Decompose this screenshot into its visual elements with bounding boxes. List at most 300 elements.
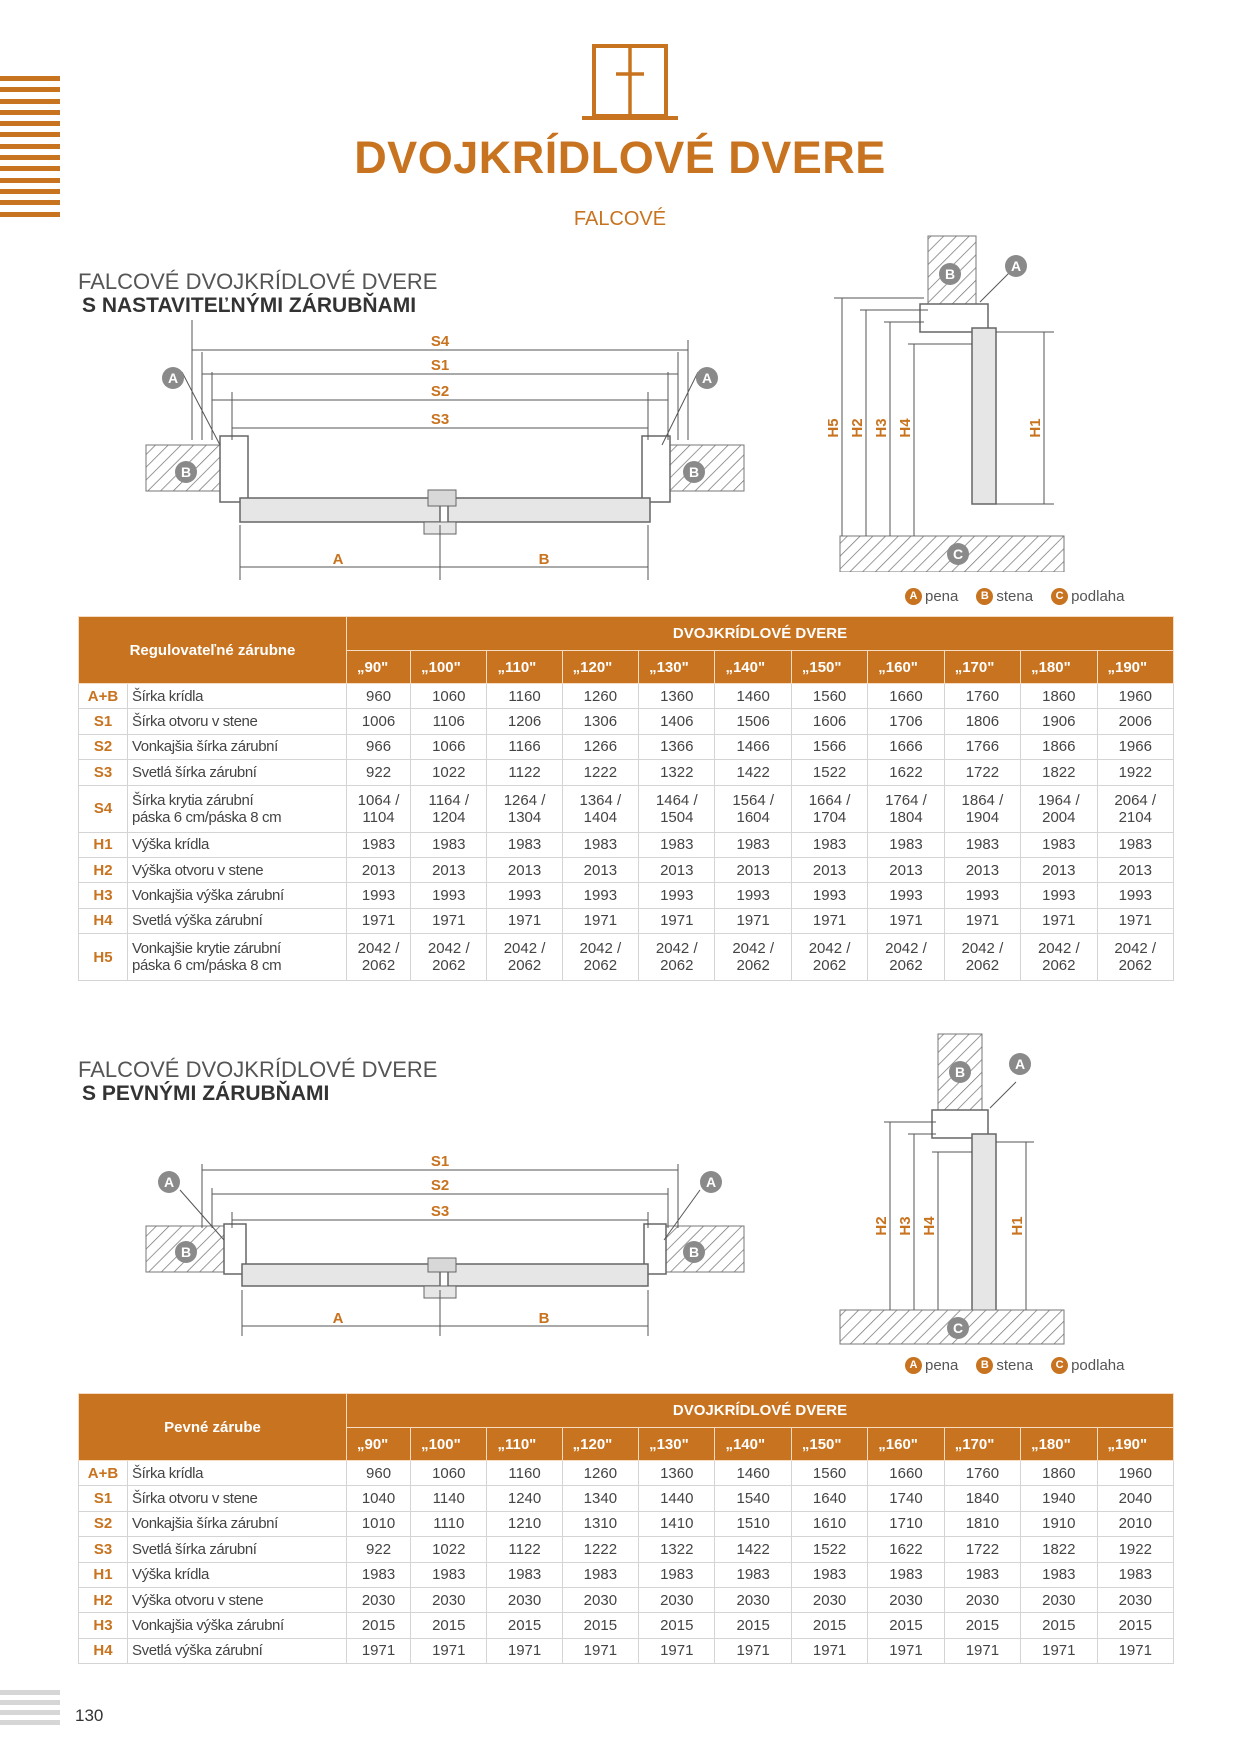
cell-value: 1460 — [736, 1464, 770, 1482]
table-cell — [411, 1537, 487, 1562]
cell-value: 2030 — [965, 1591, 1000, 1609]
table-cell — [1021, 709, 1097, 734]
table2-corner: Pevné zárube — [79, 1394, 347, 1461]
table-cell — [1021, 1638, 1097, 1663]
table-cell — [715, 1613, 791, 1638]
cell-value: 1993 — [965, 887, 1000, 905]
size-header: „120" — [562, 651, 638, 684]
section1-vertical-drawing — [820, 232, 1080, 572]
table-cell — [715, 785, 791, 832]
section2-title-line1: FALCOVÉ DVOJKRÍDLOVÉ DVERE — [78, 1057, 438, 1082]
table-cell — [411, 908, 487, 933]
cell-value: 1840 — [965, 1490, 1000, 1508]
cell-value: 2042 / — [1114, 940, 1157, 958]
table-cell — [868, 709, 944, 734]
decorative-stripes-bottom — [0, 1690, 60, 1730]
cell-value: 1166 — [508, 738, 541, 756]
legend2-a-dot: A — [905, 1357, 922, 1374]
legend-2 — [905, 1357, 1124, 1374]
cell-value: 1971 — [361, 1642, 396, 1660]
handle — [428, 490, 456, 506]
cell-value: 1971 — [660, 912, 694, 930]
cell-value: 1983 — [1042, 836, 1076, 854]
label-h4: H4 — [897, 418, 914, 438]
table-cell — [715, 1537, 791, 1562]
cell-value: 1822 — [1042, 1540, 1076, 1558]
cell-value: 2015 — [361, 1617, 396, 1635]
cell-value: 1160 — [508, 1464, 541, 1482]
cell-value-line2: 2062 — [1118, 957, 1152, 975]
cell-value: 1366 — [660, 738, 694, 756]
cell-value: 922 — [366, 1540, 392, 1558]
row-label — [128, 832, 347, 857]
page-number: 130 — [75, 1706, 104, 1725]
table-cell — [487, 934, 562, 981]
table-cell — [347, 785, 411, 832]
cell-value: 2015 — [889, 1617, 923, 1635]
frame-right — [642, 436, 670, 502]
table-cell — [944, 934, 1020, 981]
cell-value: 1422 — [736, 1540, 770, 1558]
cell-value: 1993 — [583, 887, 618, 905]
table-cell — [1021, 1511, 1097, 1536]
cell-value: 1264 / — [503, 791, 546, 809]
table-cell — [411, 883, 487, 908]
table-cell — [639, 883, 715, 908]
label-b-2: B — [538, 1310, 550, 1327]
cell-value: 1310 — [583, 1515, 618, 1533]
cell-value: 1206 — [507, 713, 542, 731]
cell-value: 966 — [366, 738, 392, 756]
cell-value: 1922 — [1118, 1540, 1152, 1558]
table-cell — [562, 883, 638, 908]
cell-value: 2015 — [965, 1617, 1000, 1635]
row-code: S2 — [79, 734, 128, 759]
cell-value: 1340 — [583, 1490, 618, 1508]
table-cell — [1097, 1511, 1174, 1536]
table-row — [79, 883, 1174, 908]
section1-title-line1: FALCOVÉ DVOJKRÍDLOVÉ DVERE — [78, 269, 438, 294]
cell-value-line2: 2062 — [889, 957, 923, 975]
table-cell — [791, 1613, 867, 1638]
row-label — [128, 709, 347, 734]
size-header: „180" — [1021, 651, 1097, 684]
table-cell — [347, 1537, 411, 1562]
table-cell — [562, 709, 638, 734]
cell-value: 1860 — [1042, 1464, 1076, 1482]
table-cell — [487, 832, 562, 857]
table-cell — [1097, 785, 1174, 832]
cell-value: 1971 — [812, 912, 847, 930]
cell-value: 1971 — [660, 1642, 694, 1660]
table-cell — [944, 709, 1020, 734]
table-cell — [791, 832, 867, 857]
cell-value: 1983 — [507, 1566, 542, 1584]
cell-value: 1910 — [1042, 1515, 1076, 1533]
table-cell — [1097, 760, 1174, 785]
table-cell — [715, 1638, 791, 1663]
table-cell — [562, 734, 638, 759]
cell-value: 1410 — [660, 1515, 694, 1533]
cell-value: 2030 — [361, 1591, 396, 1609]
callout-c: C — [952, 546, 964, 562]
label-s2-2: S2 — [430, 1177, 450, 1194]
cell-value: 1110 — [433, 1515, 465, 1533]
cell-value: 1983 — [583, 836, 618, 854]
table-cell — [944, 1587, 1020, 1612]
legend2-b-dot: B — [976, 1357, 993, 1374]
table-cell — [1097, 709, 1174, 734]
table-cell — [347, 1461, 411, 1486]
size-header: „170" — [944, 1428, 1020, 1461]
size-header: „140" — [715, 1428, 791, 1461]
table-cell — [639, 1587, 715, 1612]
table-cell — [411, 709, 487, 734]
label-h1: H1 — [1027, 418, 1044, 438]
cell-value: 1760 — [965, 1464, 1000, 1482]
table-cell — [791, 734, 867, 759]
table-cell — [1021, 785, 1097, 832]
cell-value: 1222 — [583, 1540, 618, 1558]
table-row — [79, 1537, 1174, 1562]
table-cell — [791, 883, 867, 908]
cell-value: 1971 — [1118, 912, 1152, 930]
cell-value: 1766 — [965, 738, 1000, 756]
cell-value: 1006 — [361, 713, 396, 731]
table-cell — [639, 1461, 715, 1486]
table-row — [79, 1511, 1174, 1536]
table-cell — [715, 734, 791, 759]
table-cell — [868, 684, 944, 709]
cell-value: 1022 — [432, 1540, 466, 1558]
row-label — [128, 1511, 347, 1536]
cell-value: 2013 — [1042, 861, 1076, 879]
row-code: H3 — [79, 883, 128, 908]
legend2-b-label: stena — [996, 1357, 1034, 1374]
table-cell — [1021, 760, 1097, 785]
table-cell — [944, 1638, 1020, 1663]
table-cell — [562, 1562, 638, 1587]
cell-value-line2: 2062 — [432, 957, 466, 975]
cell-value: 1983 — [660, 1566, 694, 1584]
table-cell — [562, 857, 638, 882]
cell-value: 1460 — [736, 687, 770, 705]
table-cell — [487, 734, 562, 759]
cell-value: 922 — [366, 763, 392, 781]
cell-value-line2: 1604 — [736, 808, 770, 826]
row-label-line2: páska 6 cm/páska 8 cm — [132, 957, 282, 975]
table-cell — [487, 1613, 562, 1638]
table-cell — [562, 785, 638, 832]
cell-value: 1666 — [889, 738, 923, 756]
cell-value: 2030 — [889, 1591, 923, 1609]
cell-value-line2: 2062 — [1042, 957, 1076, 975]
cell-value: 2030 — [812, 1591, 847, 1609]
table-cell — [562, 1511, 638, 1536]
table-cell — [487, 684, 562, 709]
row-code: S4 — [79, 785, 128, 832]
cell-value: 1993 — [361, 887, 396, 905]
cell-value: 1983 — [507, 836, 542, 854]
size-header: „150" — [791, 1428, 867, 1461]
cell-value: 1622 — [889, 1540, 923, 1558]
cell-value: 1106 — [432, 713, 465, 731]
label-b: B — [538, 551, 550, 568]
cell-value: 1660 — [889, 1464, 923, 1482]
legend-a-label: pena — [925, 588, 959, 605]
table-cell — [1021, 934, 1097, 981]
table-cell — [944, 1562, 1020, 1587]
label-a: A — [332, 551, 344, 568]
table2-group-header: DVOJKRÍDLOVÉ DVERE — [347, 1394, 1174, 1428]
cell-value: 2015 — [507, 1617, 542, 1635]
cell-value: 1722 — [965, 763, 1000, 781]
table-row — [79, 1461, 1174, 1486]
cell-value: 1993 — [432, 887, 466, 905]
cell-value: 1440 — [660, 1490, 694, 1508]
cell-value: 1322 — [660, 763, 694, 781]
cell-value: 1983 — [889, 836, 923, 854]
row-label-line2: páska 6 cm/páska 8 cm — [132, 808, 282, 826]
cell-value: 1706 — [889, 713, 923, 731]
cell-value: 1866 — [1042, 738, 1076, 756]
cell-value: 2015 — [432, 1617, 466, 1635]
callout-b-left-2: B — [180, 1244, 192, 1260]
table-cell — [944, 1461, 1020, 1486]
cell-value-line2: 2062 — [660, 957, 694, 975]
callout-a-left: A — [167, 370, 179, 386]
table-cell — [411, 760, 487, 785]
row-label-line1: Vonkajšia výška zárubní — [132, 887, 284, 905]
cell-value: 2015 — [736, 1617, 770, 1635]
cell-value: 2042 / — [503, 940, 546, 958]
table-cell — [1097, 1613, 1174, 1638]
size-header: „90" — [347, 1428, 411, 1461]
cell-value: 1983 — [432, 1566, 466, 1584]
cell-value: 1010 — [361, 1515, 396, 1533]
cell-value: 1971 — [1042, 1642, 1076, 1660]
row-label-line1: Šírka otvoru v stene — [132, 713, 258, 731]
cell-value-line2: 2004 — [1042, 808, 1076, 826]
cell-value: 1140 — [432, 1490, 465, 1508]
cell-value: 1164 / — [428, 791, 470, 809]
table-cell — [868, 1562, 944, 1587]
table-cell — [944, 857, 1020, 882]
cell-value: 2042 / — [961, 940, 1004, 958]
table-cell — [562, 1486, 638, 1511]
legend-c-dot: C — [1051, 588, 1068, 605]
cell-value-line2: 2062 — [812, 957, 847, 975]
cell-value: 2030 — [736, 1591, 770, 1609]
cell-value: 1993 — [1042, 887, 1076, 905]
table-cell — [487, 760, 562, 785]
callout-b-2: B — [954, 1064, 966, 1080]
cell-value: 1971 — [812, 1642, 847, 1660]
table-cell — [1097, 908, 1174, 933]
size-header: „100" — [411, 1428, 487, 1461]
table-cell — [791, 1537, 867, 1562]
label-s1: S1 — [430, 357, 450, 374]
table-cell — [411, 785, 487, 832]
cell-value: 1971 — [583, 912, 618, 930]
table-row — [79, 934, 1174, 981]
cell-value: 1993 — [736, 887, 770, 905]
table-cell — [791, 908, 867, 933]
table-cell — [715, 1486, 791, 1511]
table-cell — [791, 857, 867, 882]
cell-value: 1306 — [583, 713, 618, 731]
cell-value: 960 — [366, 1464, 392, 1482]
table-cell — [868, 785, 944, 832]
cell-value: 1506 — [736, 713, 770, 731]
callout-a-2: A — [1014, 1056, 1026, 1072]
table-cell — [411, 1638, 487, 1663]
table-cell — [715, 709, 791, 734]
size-header: „180" — [1021, 1428, 1097, 1461]
table-cell — [487, 857, 562, 882]
table-cell — [487, 1511, 562, 1536]
row-label — [128, 1486, 347, 1511]
row-label — [128, 760, 347, 785]
table-cell — [487, 908, 562, 933]
row-label — [128, 1638, 347, 1663]
table-cell — [639, 908, 715, 933]
cell-value: 1566 — [812, 738, 847, 756]
cell-value: 1983 — [1042, 1566, 1076, 1584]
cell-value: 1722 — [965, 1540, 1000, 1558]
cell-value: 1971 — [1042, 912, 1076, 930]
cell-value: 960 — [366, 687, 392, 705]
size-header: „160" — [868, 651, 944, 684]
cell-value: 1983 — [583, 1566, 618, 1584]
cell-value: 1960 — [1118, 1464, 1152, 1482]
cell-value: 2013 — [660, 861, 694, 879]
legend-b-dot: B — [976, 588, 993, 605]
table-cell — [944, 734, 1020, 759]
page-title: DVOJKRÍDLOVÉ DVERE — [354, 132, 886, 183]
table-cell — [1097, 1562, 1174, 1587]
section2-plan-drawing — [140, 1140, 750, 1340]
cell-value: 1993 — [889, 887, 923, 905]
cell-value: 1060 — [432, 1464, 466, 1482]
row-label — [128, 684, 347, 709]
row-label — [128, 1613, 347, 1638]
cell-value: 1966 — [1118, 738, 1152, 756]
cell-value: 2013 — [736, 861, 770, 879]
cell-value: 1122 — [508, 763, 541, 781]
table-cell — [715, 1511, 791, 1536]
cell-value: 1864 / — [961, 791, 1004, 809]
table-cell — [562, 760, 638, 785]
row-code: H5 — [79, 934, 128, 981]
table-cell — [1021, 832, 1097, 857]
table-cell — [562, 684, 638, 709]
row-label-line1: Vonkajšie krytie zárubní — [132, 940, 281, 958]
legend2-c-label: podlaha — [1071, 1357, 1125, 1374]
cell-value: 2015 — [583, 1617, 618, 1635]
cell-value: 2042 / — [357, 940, 400, 958]
cell-value: 1260 — [583, 687, 618, 705]
table-cell — [639, 1537, 715, 1562]
cell-value: 1971 — [889, 1642, 923, 1660]
row-code: A+B — [79, 684, 128, 709]
table-cell — [715, 934, 791, 981]
row-label — [128, 734, 347, 759]
cell-value: 2030 — [583, 1591, 618, 1609]
table-row — [79, 1486, 1174, 1511]
cell-value: 2042 / — [655, 940, 698, 958]
legend-b-label: stena — [996, 588, 1034, 605]
table-cell — [411, 1562, 487, 1587]
size-header: „110" — [487, 1428, 562, 1461]
section1-title — [78, 270, 437, 318]
callout-a-right-2: A — [705, 1174, 717, 1190]
cell-value: 2042 / — [732, 940, 775, 958]
cell-value: 1740 — [889, 1490, 923, 1508]
table-cell — [944, 832, 1020, 857]
cell-value: 2042 / — [808, 940, 851, 958]
cell-value: 2013 — [361, 861, 396, 879]
table-cell — [411, 734, 487, 759]
table-cell — [715, 1587, 791, 1612]
table-cell — [715, 908, 791, 933]
table-row — [79, 857, 1174, 882]
cell-value-line2: 2062 — [736, 957, 770, 975]
cell-value: 1764 / — [885, 791, 927, 809]
cell-value: 2015 — [1118, 1617, 1152, 1635]
size-header: „170" — [944, 651, 1020, 684]
cell-value: 1964 / — [1037, 791, 1080, 809]
table-cell — [791, 1587, 867, 1612]
cell-value: 1822 — [1042, 763, 1076, 781]
cell-value: 2030 — [1042, 1591, 1076, 1609]
row-label-line1: Vonkajšia šírka zárubní — [132, 738, 278, 756]
cell-value: 2013 — [432, 861, 466, 879]
cell-value: 1360 — [660, 687, 694, 705]
table-row — [79, 1638, 1174, 1663]
row-label-line1: Šírka krídla — [132, 1464, 204, 1482]
row-code: S3 — [79, 1537, 128, 1562]
cell-value: 1560 — [812, 687, 847, 705]
size-header: „130" — [639, 651, 715, 684]
table-cell — [1021, 1562, 1097, 1587]
cell-value: 2013 — [583, 861, 618, 879]
size-header: „130" — [639, 1428, 715, 1461]
table-cell — [868, 857, 944, 882]
cell-value: 1860 — [1042, 687, 1076, 705]
cell-value: 1983 — [736, 1566, 770, 1584]
cell-value: 2013 — [1118, 861, 1152, 879]
table-cell — [868, 1461, 944, 1486]
table-cell — [1097, 832, 1174, 857]
cell-value: 2030 — [1118, 1591, 1152, 1609]
row-label-line1: Šírka krytia zárubní — [132, 791, 254, 809]
cell-value: 1522 — [812, 763, 847, 781]
table-cell — [944, 1511, 1020, 1536]
table-cell — [868, 1537, 944, 1562]
size-header: „160" — [868, 1428, 944, 1461]
table-cell — [411, 857, 487, 882]
row-label-line1: Svetlá šírka zárubní — [132, 1540, 257, 1558]
size-header: „100" — [411, 651, 487, 684]
table-cell — [868, 1587, 944, 1612]
cell-value: 2013 — [812, 861, 847, 879]
cell-value: 1222 — [583, 763, 618, 781]
row-code: H2 — [79, 1587, 128, 1612]
table-cell — [1021, 684, 1097, 709]
cell-value: 2015 — [660, 1617, 694, 1635]
table-cell — [487, 1461, 562, 1486]
